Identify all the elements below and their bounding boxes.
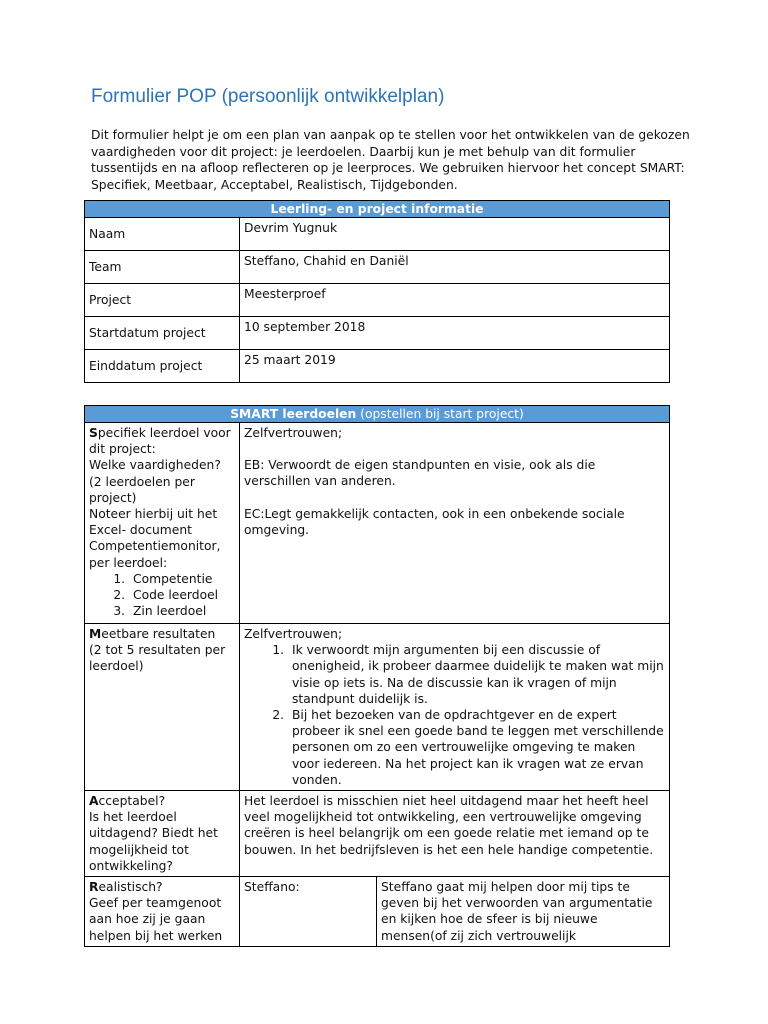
realistisch-question: Geef per teamgenoot aan hoe zij je gaan helpen bij het werken — [89, 896, 223, 943]
acceptabel-label — [85, 791, 240, 877]
specifiek-title: Zelfvertrouwen; — [244, 426, 343, 440]
info-header: Leerling- en project informatie — [85, 201, 670, 218]
realistisch-label — [85, 877, 240, 947]
meetbaar-note: (2 tot 5 resultaten per leerdoel) — [89, 643, 226, 674]
specifiek-ec: EC:Legt gemakkelijk contacten, ook in een onbekende sociale omgeving. — [244, 506, 625, 537]
info-label: Einddatum project — [85, 350, 240, 383]
list-item: 2. Code leerdoel — [129, 587, 235, 603]
info-value[interactable]: 10 september 2018 — [240, 317, 670, 350]
info-row-naam — [85, 218, 670, 251]
smart-row-specifiek — [85, 423, 670, 624]
info-row-startdatum — [85, 317, 670, 350]
smart-header — [85, 406, 670, 423]
acceptabel-heading: cceptabel? — [98, 794, 166, 809]
smart-header-bold: SMART leerdoelen — [230, 407, 357, 421]
page-title: Formulier POP (persoonlijk ontwikkelplan) — [91, 86, 445, 107]
specifiek-content[interactable] — [240, 423, 670, 624]
smart-row-realistisch — [85, 877, 670, 947]
list-item: 1. Ik verwoordt mijn argumenten bij een discussie of onenigheid, ik probeer daarmee duidelijk te maken wat mijn visie op iets is. Na de discussie kan ik vragen of mijn standpunt duidelijk is. — [288, 642, 665, 707]
info-row-einddatum — [85, 350, 670, 383]
info-value[interactable]: Steffano, Chahid en Daniël — [240, 251, 670, 284]
list-item: 3. Zin leerdoel — [129, 603, 235, 619]
specifiek-heading: pecifiek leerdoel voor dit project: — [89, 426, 231, 457]
info-value[interactable]: Devrim Yugnuk — [240, 218, 670, 251]
info-value[interactable]: 25 maart 2019 — [240, 350, 670, 383]
specifiek-label — [85, 423, 240, 624]
smart-row-acceptabel — [85, 791, 670, 877]
realistisch-letter: R — [89, 880, 99, 895]
specifiek-question: Welke vaardigheden? (2 leerdoelen per project) — [89, 458, 221, 505]
meetbaar-letter: M — [89, 627, 102, 641]
list-item: 2. Bij het bezoeken van de opdrachtgever en de expert probeer ik snel een goede band te leggen met verschillende personen om zo een vertrouwelijke omgeving te maken voor iedereen. Na het project kan ik vragen wat ze ervan vonden. — [288, 707, 665, 788]
info-value[interactable]: Meesterproef — [240, 284, 670, 317]
info-label: Team — [85, 251, 240, 284]
smart-header-note: (opstellen bij start project) — [356, 407, 524, 421]
meetbaar-heading: eetbare resultaten — [101, 627, 216, 641]
meetbaar-list — [244, 642, 665, 788]
info-row-project — [85, 284, 670, 317]
acceptabel-letter: A — [89, 794, 99, 809]
specifiek-eb: EB: Verwoordt de eigen standpunten en visie, ook als die verschillen van anderen. — [244, 458, 596, 489]
list-item: 1. Competentie — [129, 571, 235, 587]
realistisch-heading: ealistisch? — [98, 880, 163, 895]
info-label: Naam — [85, 218, 240, 251]
info-label: Project — [85, 284, 240, 317]
teammate-name[interactable]: Steffano: — [240, 877, 377, 947]
acceptabel-question: Is het leerdoel uitdagend? Biedt het mogelijkheid tot ontwikkeling? — [89, 810, 218, 873]
info-table — [84, 200, 670, 383]
acceptabel-content[interactable]: Het leerdoel is misschien niet heel uitdagend maar het heeft heel veel mogelijkheid tot ontwikkeling, een vertrouwelijke omgeving creëren is heel belangrijk om een goede relatie met iemand op te bouwen. In het bedrijfsleven is het een hele handige competentie. — [240, 791, 670, 877]
specifiek-note: Noteer hierbij uit het Excel- document Competentiemonitor, per leerdoel: — [89, 507, 221, 570]
info-row-team — [85, 251, 670, 284]
intro-paragraph: Dit formulier helpt je om een plan van aanpak op te stellen voor het ontwikkelen van de gekozen vaardigheden voor dit project: je leerdoelen. Daarbij kun je met behulp van dit formulier tussentijds en na afloop reflecteren op je leerproces. We gebruiken hiervoor het concept SMART: Specifiek, Meetbaar, Acceptabel, Realistisch, Tijdgebonden. — [91, 128, 690, 192]
info-label: Startdatum project — [85, 317, 240, 350]
smart-row-meetbaar — [85, 624, 670, 791]
meetbaar-content[interactable] — [240, 624, 670, 791]
teammate-help[interactable]: Steffano gaat mij helpen door mij tips te geven bij het verwoorden van argumentatie en kijken hoe de sfeer is bij nieuwe mensen(of zij zich vertrouwelijk — [377, 877, 670, 947]
meetbaar-label — [85, 624, 240, 791]
smart-table — [84, 405, 670, 947]
meetbaar-title: Zelfvertrouwen; — [244, 627, 343, 641]
specifiek-letter: S — [89, 426, 98, 440]
specifiek-list — [89, 571, 235, 620]
